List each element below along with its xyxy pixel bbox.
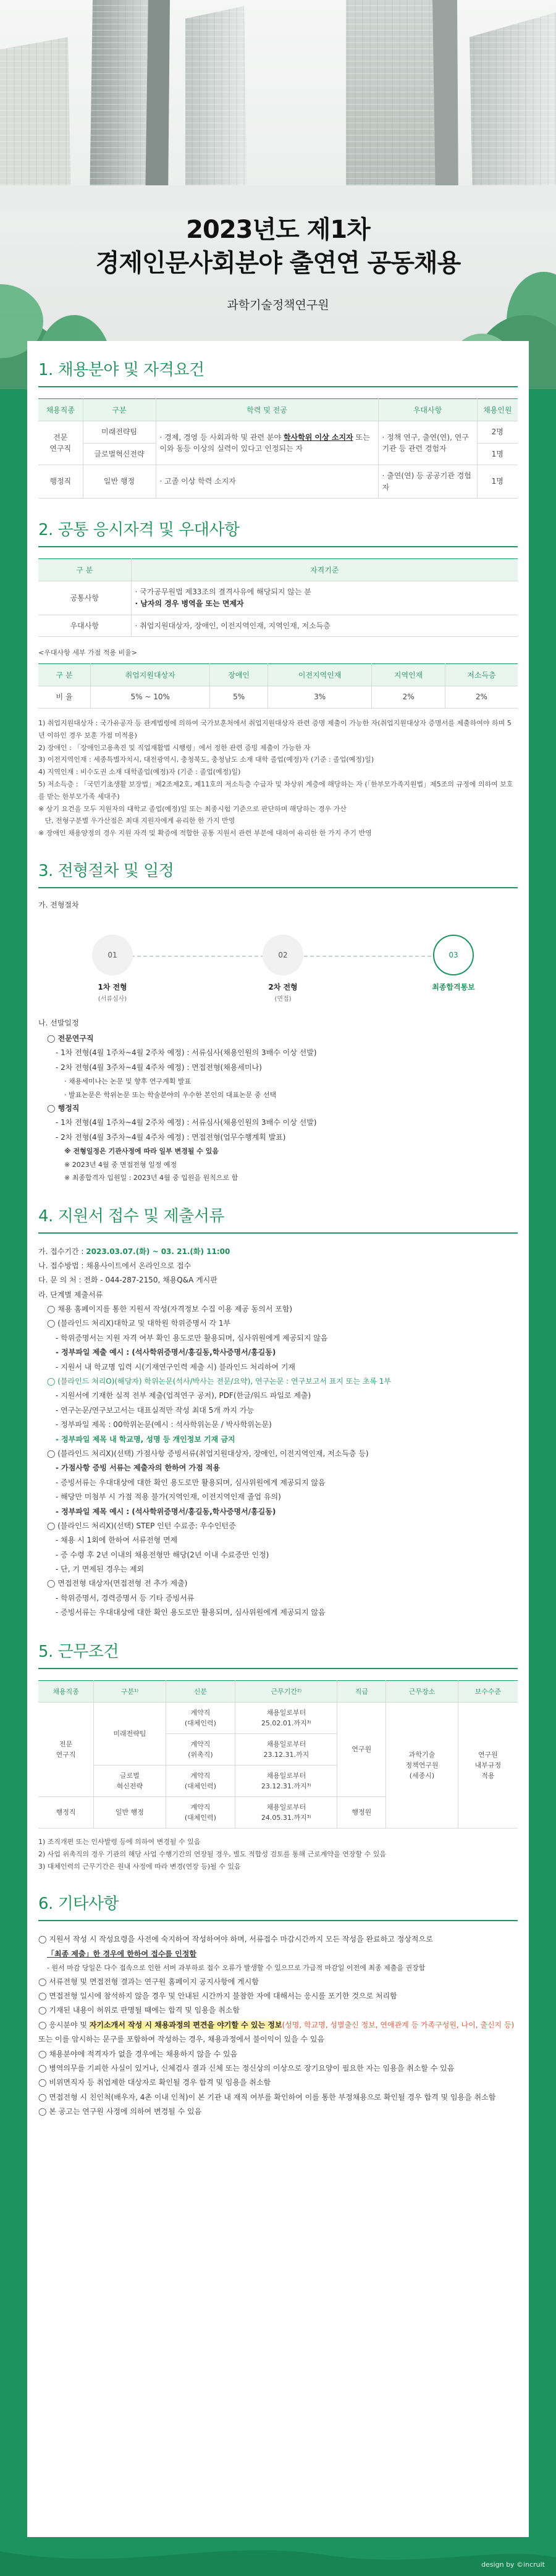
s4-line: - 정부파일 제목 : 00학위논문(예시 : 석사학위논문 / 박사학위논문) [56, 1420, 272, 1429]
cell-c-cat4: 일반 행정 [94, 1796, 166, 1828]
note: 1) 조직개편 또는 인사발령 등에 의하여 변경될 수 있음 [38, 1838, 201, 1846]
s4-line: - 해당만 미첨부 시 가점 적용 불가(지역인재, 이전지역인재 졸업 유의) [56, 1492, 281, 1502]
step-3-number: 03 [433, 935, 474, 975]
s4-line: - 정부파일 제출 예시 : (석사학위증명서/홍길동,학사증명서/홍길동) [56, 1348, 276, 1357]
step-3-title: 최종합격통보 [432, 982, 475, 991]
cell-pref-value: · 취업지원대상자, 장애인, 이전지역인재, 지역인재, 저소득층 [131, 615, 518, 637]
step-3 [404, 916, 503, 992]
s3-line: - 1차 전형(4월 1주차~4월 2주차 예정) : 서류심사(채용인원의 3배수 이상 선발) [56, 1048, 317, 1058]
th-r1: 취업지원대상자 [91, 664, 210, 686]
th-r2: 장애인 [210, 664, 268, 686]
other-info [38, 1932, 518, 2119]
cell-pref-admin: · 출연(연) 등 공공기관 경험자 [378, 465, 477, 499]
preference-notes [38, 717, 518, 840]
th-preference: 우대사항 [378, 399, 477, 421]
s4-line: - 지원서에 기재한 실적 전부 제출(업적연구 공저), PDF(한글/워드 파일로 제출) [56, 1391, 311, 1400]
cell-c-type3: 계약직 (대체인력) [166, 1765, 235, 1796]
cell-job-research: 전문 연구직 [38, 421, 83, 465]
info-p1-bold: 「최종 제출」한 경우에 한하여 접수를 인정함 [47, 1949, 196, 1958]
cell-count-2: 1명 [477, 443, 518, 465]
cell-c-job4: 행정직 [38, 1796, 94, 1828]
th-r5: 저소득층 [445, 664, 518, 686]
note: 단, 전형구분별 우가산점은 최대 지원자에게 유리한 한 가지 반영 [38, 817, 235, 825]
cell-c-period3: 채용일로부터 23.12.31.까지³⁾ [235, 1765, 337, 1796]
s3-line: - 2차 전형(4월 3주차~4월 4주차 예정) : 면접전형(채용세미나) [56, 1063, 262, 1072]
cell-cat-admin: 일반 행정 [83, 465, 156, 499]
cell-c-cat1: 미래전략팀 [94, 1702, 166, 1765]
info-p3: ◯ 면접전형 일시에 참석하지 않을 경우 및 안내된 시간까지 불참한 자에 대해서는 응시를 포기한 것으로 처리함 [38, 1992, 397, 2001]
step-2 [234, 916, 332, 1003]
s4-line: - 채용 시 1회에 한하여 서류전형 면제 [56, 1536, 178, 1545]
s4-line: - 가점사항 증빙 서류는 제출자의 한하여 가점 적용 [56, 1463, 221, 1473]
cell-job-admin: 행정직 [38, 465, 83, 499]
info-p1: ◯ 지원서 작성 시 작성요령을 사전에 숙지하여 작성하여야 하며, 서류접수 마감시간까지 모든 작성을 완료하고 정상적으로 [38, 1935, 433, 1944]
info-p1-sub: - 원서 마감 당일은 다수 접속으로 인한 서버 과부하로 접수 오류가 발생할 수 있으므로 가급적 마감일 이전에 최종 제출을 권장함 [47, 1964, 426, 1972]
cell-c-type4: 계약직 (대체인력) [166, 1796, 235, 1828]
cell-ratio-4: 2% [372, 686, 445, 709]
step-1-sub: (서류심사) [98, 995, 127, 1003]
documents-label: 라. 단계별 제출서류 [38, 1290, 103, 1299]
th-education: 학력 및 전공 [156, 399, 378, 421]
cell-c-grade4: 행정원 [337, 1796, 386, 1828]
s3-line: · 발표논문은 학위논문 또는 학술분야의 우수한 본인의 대표논문 중 선택 [64, 1090, 277, 1099]
note: ※ 상기 요건을 모두 지원자의 대학교 졸업(예정)일 또는 최종시험 기준으로 판단하며 해당하는 경우 가산 [38, 804, 347, 813]
s3-line: - 1차 전형(4월 1주차~4월 2주차 예정) : 서류심사(채용인원의 3배수 이상 선발) [56, 1118, 317, 1127]
cell-cat-future: 미래전략팀 [83, 421, 156, 444]
process-label: 가. 전형절차 [38, 900, 79, 909]
bottom-wave-decoration [0, 2539, 556, 2576]
application-period: 가. 접수기간 : 2023.03.07.(화) ~ 03. 21.(화) 11:00 [38, 1247, 230, 1256]
cell-c-period4: 채용일로부터 24.05.31.까지³⁾ [235, 1796, 337, 1828]
step-1 [63, 916, 162, 1003]
hero-title-line1: 2023년도 제1차 [186, 216, 370, 244]
cell-ratio-5: 2% [445, 686, 518, 709]
th-r3: 이전지역인재 [268, 664, 372, 686]
cell-c-period2: 채용일로부터 23.12.31.까지 [235, 1733, 337, 1765]
s4-line: - 증빙서류는 우대대상에 대한 확인 용도로만 활용되며, 심사위원에게 제공되지 않음 [56, 1478, 326, 1487]
s3-line: ※ 최종합격자 입원일 : 2023년 4월 중 입원을 원칙으로 함 [64, 1174, 238, 1182]
application-method: 나. 접수방법 : 채용사이트에서 온라인으로 접수 [38, 1261, 192, 1270]
cell-c-job1: 전문 연구직 [38, 1702, 94, 1796]
cell-c-cat2: 글로벌 혁신전략 [94, 1765, 166, 1796]
s4-line: - 증빙서류는 우대대상에 대한 확인 용도로만 활용되며, 심사위원에게 제공되지 않음 [56, 1608, 326, 1617]
info-p2: ◯ 서류전형 및 면접전형 결과는 연구원 홈페이지 공지사항에 게시함 [38, 1977, 259, 1986]
step-2-sub: (면접) [274, 995, 292, 1003]
th-c3: 근무기간²⁾ [235, 1680, 337, 1702]
th-job: 채용직종 [38, 399, 83, 421]
th-division: 구 분 [38, 559, 131, 581]
s3-line: ※ 전형일정은 기관사정에 따라 일부 변경될 수 있음 [64, 1147, 219, 1156]
cell-pref-label: 우대사항 [38, 615, 131, 637]
cell-cat-global: 글로벌혁신전략 [83, 443, 156, 465]
schedule-list [38, 1032, 518, 1185]
th-count: 채용인원 [477, 399, 518, 421]
cell-c-type2: 계약직 (위촉직) [166, 1733, 235, 1765]
cell-count-3: 1명 [477, 465, 518, 499]
th-c6: 보수수준 [458, 1680, 518, 1702]
contact-info: 다. 문 의 처 : 전화 - 044-287-2150, 채용Q&A 게시판 [38, 1276, 217, 1285]
s4-line: ◯ (블라인드 처리X)(선택) 가점사항 증빙서류(취업지원대상자, 장애인, 이전지역인재, 저소득층 등) [47, 1449, 369, 1458]
th-r0: 구 분 [38, 664, 91, 686]
qualification-table [38, 558, 518, 637]
cell-ratio-1: 5% ~ 10% [91, 686, 210, 709]
s4-line: ◯ 면접전형 대상자(면접전형 전 추가 제출) [47, 1579, 188, 1588]
step-1-number: 01 [92, 935, 133, 975]
building-skyline-illustration [0, 0, 556, 389]
s3-line: - 2차 전형(4월 3주차~4월 4주차 예정) : 면접전형(업무수행계획 발표) [56, 1132, 286, 1142]
organization-name: 과학기술정책연구원 [227, 298, 329, 312]
note: 3) 이전지역인재 : 세종특별자치시, 대전광역시, 충청북도, 충청남도 소재 대학 졸업(예정)자 (기준 : 졸업(예정)일) [38, 756, 374, 764]
th-r4: 지역인재 [372, 664, 445, 686]
note: 1) 취업지원대상자 : 국가유공자 등 관계법령에 의하여 국가보훈처에서 취업지원대상자 관련 증명 제출이 가능한 자(취업지원대상자 증명서를 제출하여야 하며 5년 이하인 경우 보훈 가점 미적용) [38, 719, 512, 739]
s4-line: - 증 수령 후 2년 이내의 채용전형만 해당(2년 이내 수료증만 인정) [56, 1550, 269, 1559]
cell-common-label: 공통사항 [38, 581, 131, 615]
cell-c-grade1: 연구원 [337, 1702, 386, 1796]
s4-line: - 학위증명서는 지원 자격 여부 확인 용도로만 활용되며, 심사위원에게 제공되지 않음 [56, 1333, 328, 1342]
s4-line: - 연구논문/연구보고서는 대표실적만 작성 최대 5개 까지 가능 [56, 1405, 254, 1415]
cell-c-period1: 채용일로부터 25.02.01.까지³⁾ [235, 1702, 337, 1733]
cell-ratio-2: 5% [210, 686, 268, 709]
info-p4: ◯ 기재된 내용이 허위로 판명될 때에는 합격 및 임용을 취소함 [38, 2006, 240, 2015]
cell-edu-admin: · 고졸 이상 학력 소지자 [156, 465, 378, 499]
cell-c-place: 과학기술 정책연구원 (세종시) [386, 1702, 458, 1828]
s3-line: · 채용세미나는 논문 및 향후 연구계획 발표 [64, 1077, 192, 1086]
recruitment-table [38, 398, 518, 499]
note: 2) 사업 위촉직의 경우 기관의 해당 사업 수행기간의 연장될 경우, 별도 적합성 검토를 통해 근로계약을 연장할 수 있음 [38, 1850, 387, 1858]
s4-line: - 단, 기 면제된 경우는 제외 [56, 1565, 145, 1574]
schedule-label: 나. 선발일정 [38, 1018, 79, 1027]
s4-line: ◯ (블라인드 처리X)대학교 및 대학원 학위증명서 각 1부 [47, 1319, 231, 1328]
conditions-table [38, 1680, 518, 1829]
s4-line: ◯ 채용 홈페이지를 통한 지원서 작성(자격정보 수집 이용 제공 동의서 포함) [47, 1305, 293, 1314]
th-criteria: 자격기준 [131, 559, 518, 581]
process-steps [63, 916, 493, 1009]
content-card [27, 341, 529, 2537]
hero-banner [0, 0, 556, 389]
note: 3) 대체인력의 근무기간은 원내 사정에 따라 변경(연장 등)될 수 있음 [38, 1862, 241, 1871]
s3-line: ◯ 전문연구직 [47, 1033, 94, 1043]
s4-line: ◯ (블라인드 처리O)(해당자) 학위논문(석사/박사는 전문/요약), 연구논문 : 연구보고서 표지 또는 초록 1부 [47, 1377, 392, 1386]
cell-pref-research: · 정책 연구, 출연(연), 연구기관 등 관련 경험자 [378, 421, 477, 465]
s4-line: - 지원서 내 학교명 입력 시(기재연구인력 제출 시) 블라인드 처리하여 기재 [56, 1362, 296, 1371]
section-2-title: 2. 공통 응시자격 및 우대사항 [38, 517, 518, 547]
note: ※ 장애인 채용양정의 경우 지원 자격 및 확증에 적합한 공통 지원서 관련 부분에 대하여 유리한 한 가지 주기 반영 [38, 829, 372, 838]
cell-common-value: · 국가공무원법 제33조의 결격사유에 해당되지 않는 분 · 남자의 경우 병역을 또는 면제자 [131, 581, 518, 615]
s4-line: - 정부파일 제목 내 학교명, 성명 등 개인정보 기재 금지 [56, 1434, 235, 1444]
hero-title-line2: 경제인문사회분야 출연연 공동채용 [95, 249, 461, 277]
cell-ratio-3: 3% [268, 686, 372, 709]
cell-ratio-0: 비 율 [38, 686, 91, 709]
cell-count-1: 2명 [477, 421, 518, 444]
s4-line: - 학위증명서, 경력증명서 등 기타 증빙서류 [56, 1593, 195, 1602]
note: 5) 저소득층 : 「국민기초생활 보장법」제2조제2호, 제11호의 저소득층 수급자 및 차상위 계층에 해당하는 자 (「한부모가족지원법」제5조의 규정에 의하여 보호를 받는 한부모가족 세대주) [38, 780, 513, 801]
th-category: 구분 [83, 399, 156, 421]
th-c4: 직급 [337, 1680, 386, 1702]
cell-c-pay: 연구원 내부규정 적용 [458, 1702, 518, 1828]
s4-line: ◯ (블라인드 처리X)(선택) STEP 인턴 수료증: 우수인턴증 [47, 1521, 236, 1530]
design-credit: design by ©incruit [481, 2561, 545, 2569]
section-6-title: 6. 기타사항 [38, 1891, 518, 1921]
info-p7: ◯ 병역의무를 기피한 사실이 있거나, 신체검사 결과 신체 또는 정신상의 이상으로 장기요양이 필요한 자는 임용을 취소할 수 있음 [38, 2063, 455, 2073]
cell-c-type1: 계약직 (대체인력) [166, 1702, 235, 1733]
step-1-title: 1차 전형 [98, 982, 127, 991]
conditions-notes [38, 1836, 518, 1872]
s3-line: ※ 2023년 4월 중 면접전형 일정 예정 [64, 1160, 177, 1169]
s4-line: - 정부파일 제목 예시 : (석사학위증명서/홍길동,학사증명서/홍길동) [56, 1507, 276, 1516]
step-2-number: 02 [263, 935, 303, 975]
th-c0: 채용직종 [38, 1680, 94, 1702]
info-p5: ◯ 응시분야 및 자기소개서 작성 시 채용과정의 편견을 야기할 수 있는 정보(성명, 학교명, 성별출신 정보, 연애관계 등 가족구성원, 나이, 출신지 등) 또는 이를 암시하는 문구를 포함하여 작성하는 경우, 채용과정에서 불이익이 있을 수 있음 [38, 2020, 515, 2044]
ratio-table [38, 663, 518, 709]
cell-edu-research: · 경제, 경영 등 사회과학 및 관련 분야 학사학위 이상 소지자 또는 이와 동등 이상의 실력이 있다고 인정되는 자 [156, 421, 378, 465]
note: 4) 지역인재 : 비수도권 소재 대학졸업(예정)자 (기준 : 졸업(예정)일) [38, 768, 241, 777]
info-p10: ◯ 본 공고는 연구원 사정에 의하여 변경될 수 있음 [38, 2107, 202, 2116]
ratio-caption: <우대사항 세부 가점 적용 비율> [38, 649, 137, 657]
th-c2: 신분 [166, 1680, 235, 1702]
info-p8: ◯ 비위면직자 등 취업제한 대상자로 확인될 경우 합격 및 임용을 취소함 [38, 2078, 271, 2087]
application-info [38, 1245, 518, 1303]
info-p6: ◯ 채용분야에 적격자가 없을 경우에는 채용하지 않을 수 있음 [38, 2049, 238, 2058]
th-c1: 구분¹⁾ [94, 1680, 166, 1702]
section-3-title: 3. 전형절차 및 일정 [38, 858, 518, 888]
documents-list [38, 1302, 518, 1620]
th-c5: 근무장소 [386, 1680, 458, 1702]
s3-line: ◯ 행정직 [47, 1104, 80, 1113]
section-4-title: 4. 지원서 접수 및 제출서류 [38, 1203, 518, 1234]
step-2-title: 2차 전형 [268, 982, 298, 991]
section-1-title: 1. 채용분야 및 자격요건 [38, 357, 518, 387]
info-p9: ◯ 면접전형 시 친인척(배우자, 4촌 이내 인척)이 본 기관 내 재직 여부를 확인하여 이를 통한 부정채용으로 확인될 경우 합격 및 임용을 취소함 [38, 2092, 496, 2102]
section-5-title: 5. 근무조건 [38, 1639, 518, 1669]
note: 2) 장애인 : 「장애인고용촉진 및 직업재활법 시행령」에서 정한 관련 증빙 제출이 가능한 자 [38, 743, 311, 752]
